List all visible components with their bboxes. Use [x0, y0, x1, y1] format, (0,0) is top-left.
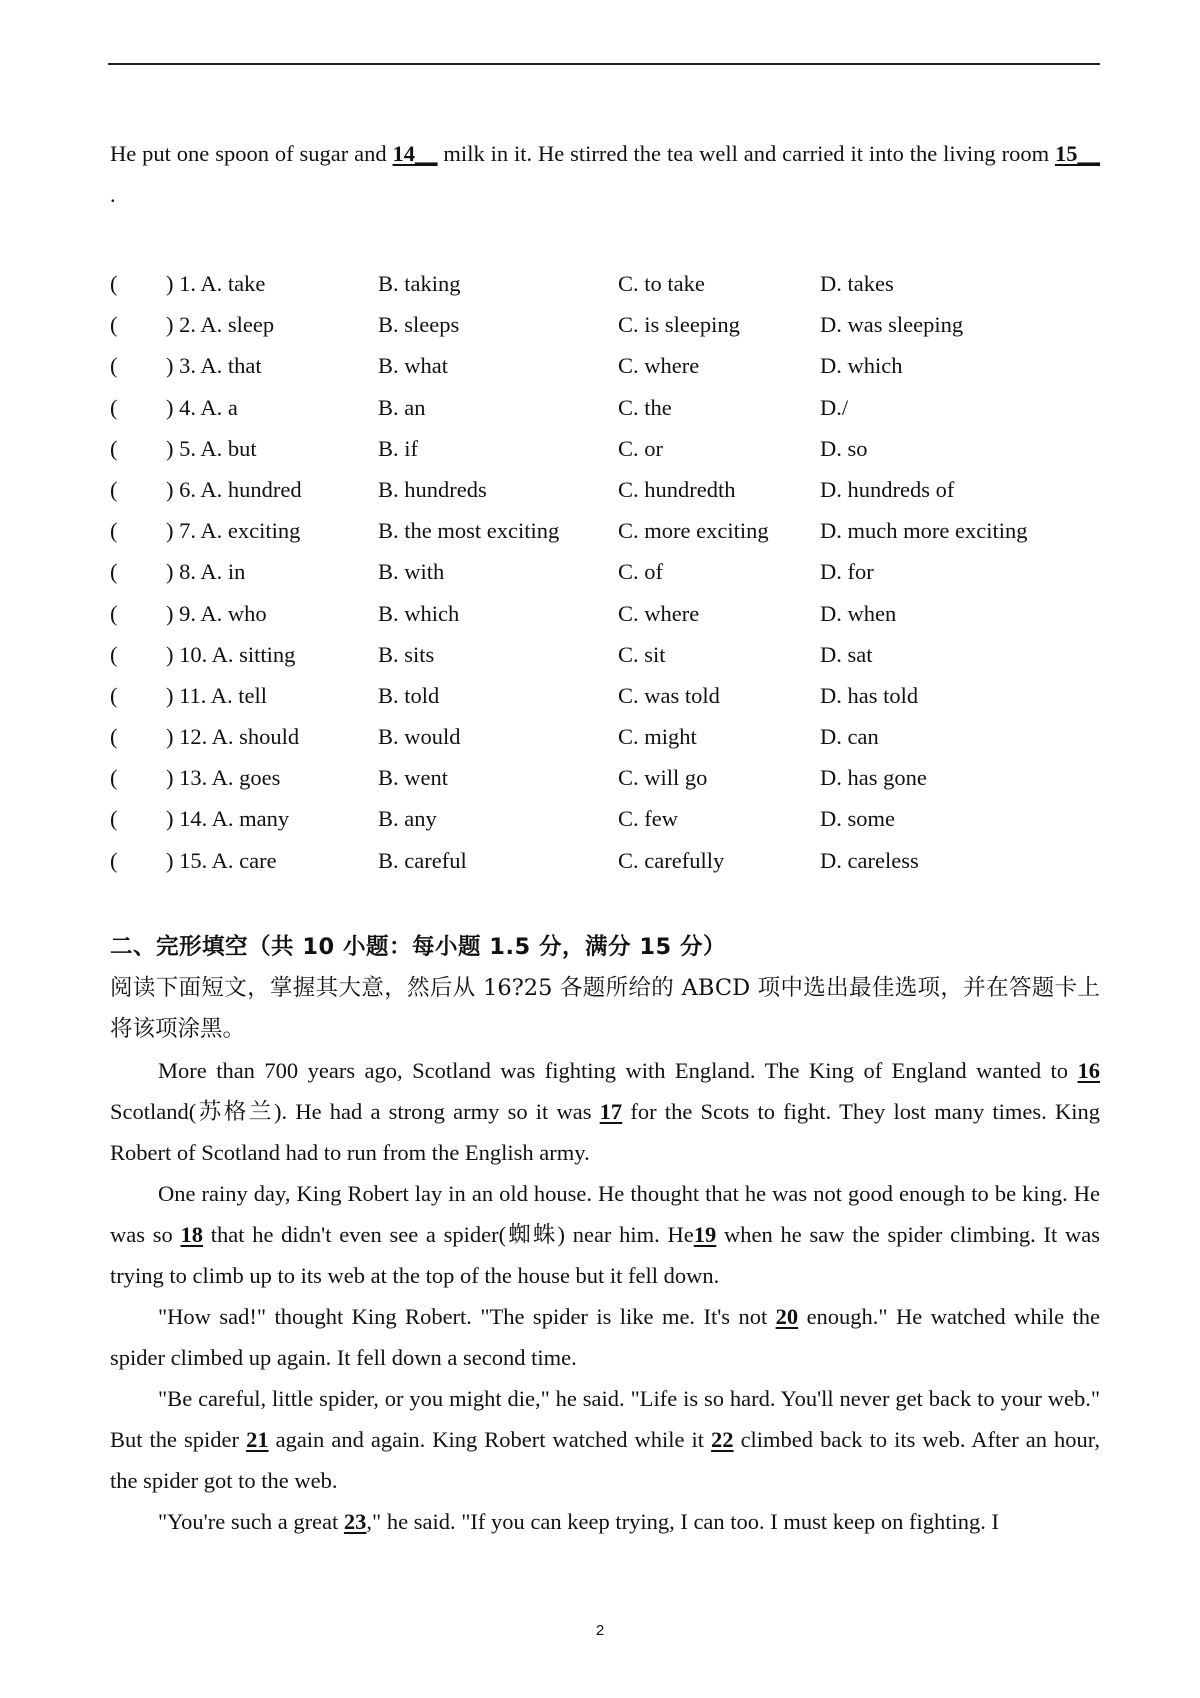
option-row: [110, 436, 1100, 477]
option-a: ) 15. A. care: [166, 847, 277, 873]
option-d: D. hundreds of: [820, 476, 955, 502]
passage-text: More than 700 years ago, Scotland was fighting with England. The King of England wanted to: [158, 1058, 1078, 1083]
section-title: 二、完形填空（共 10 小题：每小题 1.5 分，满分 15 分）: [110, 934, 726, 960]
option-b: B. careful: [378, 847, 467, 873]
option-b: B. hundreds: [378, 476, 487, 502]
passage-text: Scotland(苏格兰). He had a strong army so it was: [110, 1099, 600, 1124]
option-row: [110, 353, 1100, 394]
header-rule: [108, 63, 1100, 65]
option-c: C. sit: [618, 641, 666, 667]
option-a: ) 2. A. sleep: [166, 312, 275, 338]
option-c: C. will go: [618, 765, 708, 791]
intro-paragraph: [110, 133, 1100, 215]
option-b: B. taking: [378, 271, 461, 296]
option-c: C. or: [618, 435, 663, 461]
option-c: C. carefully: [618, 847, 725, 873]
intro-text-3: .: [110, 182, 116, 207]
option-row: [110, 477, 1100, 518]
passage-text: again and again. King Robert watched while it: [268, 1427, 712, 1452]
section-instruction: 阅读下面短文，掌握其大意，然后从 16?25 各题所给的 ABCD 项中选出最佳选项，并在答题卡上将该项涂黑。: [110, 975, 1100, 1042]
option-row: [110, 271, 1100, 312]
option-b: B. would: [378, 724, 461, 750]
option-d: D. sat: [820, 641, 873, 667]
option-c: C. of: [618, 559, 663, 585]
option-c: C. is sleeping: [618, 312, 740, 338]
option-b: B. sits: [378, 641, 435, 667]
option-d: D. so: [820, 435, 868, 461]
option-a: ) 11. A. tell: [166, 682, 268, 708]
option-row: [110, 683, 1100, 724]
option-a: ) 10. A. sitting: [166, 641, 296, 667]
answer-paren: (: [110, 600, 118, 626]
option-b: B. an: [378, 394, 426, 420]
option-b: B. what: [378, 353, 448, 379]
option-b: B. any: [378, 806, 437, 832]
blank-19: 19: [693, 1222, 717, 1247]
passage-paragraph-4: [110, 1378, 1100, 1501]
option-d: D. for: [820, 559, 874, 585]
option-b: B. told: [378, 682, 440, 708]
passage-text: "Be careful, little spider, or you might die," he said. "Life is so hard. You'll never get back to your web." But the spider: [110, 1386, 1100, 1452]
answer-paren: (: [110, 476, 118, 502]
passage-text: enough." He watched while the spider climbed up again. It fell down a second time.: [110, 1304, 1100, 1370]
passage-paragraph-3: [110, 1296, 1100, 1378]
passage-paragraph-1: [110, 1050, 1100, 1173]
answer-paren: (: [110, 394, 118, 420]
option-d: D. was sleeping: [820, 312, 964, 338]
intro-text-1: He put one spoon of sugar and: [110, 141, 393, 166]
option-b: B. which: [378, 600, 460, 626]
passage-text: One rainy day, King Robert lay in an old house. He thought that he was not good enough to be king. He was so: [110, 1181, 1100, 1247]
option-c: C. was told: [618, 682, 720, 708]
option-row: [110, 642, 1100, 683]
option-a: ) 12. A. should: [166, 724, 300, 750]
blank-17: 17: [599, 1099, 623, 1124]
blank-14: 14__: [392, 141, 438, 166]
option-b: B. the most exciting: [378, 518, 560, 544]
option-c: C. where: [618, 600, 700, 626]
option-d: D. takes: [820, 271, 894, 296]
blank-23: 23: [343, 1509, 367, 1534]
option-a: ) 3. A. that: [166, 353, 262, 379]
option-b: B. with: [378, 559, 445, 585]
option-d: D. much more exciting: [820, 518, 1028, 544]
option-row: [110, 724, 1100, 765]
option-a: ) 9. A. who: [166, 600, 267, 626]
option-d: D. has gone: [820, 765, 927, 791]
option-row: [110, 559, 1100, 600]
answer-paren: (: [110, 806, 118, 832]
option-d: D. which: [820, 353, 903, 379]
option-d: D./: [820, 394, 849, 420]
answer-paren: (: [110, 435, 118, 461]
option-a: ) 8. A. in: [166, 559, 246, 585]
answer-paren: (: [110, 559, 118, 585]
option-a: ) 13. A. goes: [166, 765, 281, 791]
page-number: 2: [595, 1622, 605, 1639]
option-c: C. the: [618, 394, 672, 420]
blank-15: 15__: [1054, 141, 1100, 166]
option-c: C. to take: [618, 271, 705, 296]
option-d: D. careless: [820, 847, 919, 873]
passage-text: that he didn't even see a spider(蜘蛛) near him. He: [202, 1222, 694, 1247]
option-a: ) 5. A. but: [166, 435, 257, 461]
answer-paren: (: [110, 312, 118, 338]
answer-paren: (: [110, 682, 118, 708]
answer-paren: (: [110, 641, 118, 667]
intro-text-2: milk in it. He stirred the tea well and carried it into the living room: [437, 141, 1055, 166]
answer-paren: (: [110, 724, 118, 750]
option-d: D. some: [820, 806, 895, 832]
option-b: B. if: [378, 435, 419, 461]
options-list: [110, 271, 1100, 889]
answer-paren: (: [110, 353, 118, 379]
blank-22: 22: [711, 1427, 734, 1452]
option-row: [110, 806, 1100, 847]
option-row: [110, 848, 1100, 889]
option-c: C. where: [618, 353, 700, 379]
passage-paragraph-2: [110, 1173, 1100, 1296]
option-a: ) 14. A. many: [166, 806, 290, 832]
option-row: [110, 312, 1100, 353]
option-a: ) 4. A. a: [166, 394, 238, 420]
passage-text: for the Scots to fight. They lost many times. King Robert of Scotland had to run from the English army.: [110, 1099, 1100, 1165]
option-row: [110, 765, 1100, 806]
option-c: C. few: [618, 806, 678, 832]
blank-16: 16: [1077, 1058, 1100, 1083]
option-c: C. more exciting: [618, 518, 769, 544]
option-row: [110, 518, 1100, 559]
passage-paragraph-5: [110, 1501, 1100, 1542]
answer-paren: (: [110, 847, 118, 873]
option-a: ) 6. A. hundred: [166, 476, 302, 502]
option-d: D. when: [820, 600, 897, 626]
blank-20: 20: [775, 1304, 799, 1329]
passage-text: "How sad!" thought King Robert. "The spider is like me. It's not: [158, 1304, 776, 1329]
passage-text: when he saw the spider climbing. It was trying to climb up to its web at the top of the house but it fell down.: [110, 1222, 1101, 1288]
blank-21: 21: [246, 1427, 269, 1452]
option-a: ) 7. A. exciting: [166, 518, 301, 544]
passage-text: "You're such a great: [158, 1509, 344, 1534]
option-row: [110, 601, 1100, 642]
answer-paren: (: [110, 765, 118, 791]
answer-paren: (: [110, 518, 118, 544]
option-c: C. hundredth: [618, 476, 736, 502]
option-b: B. sleeps: [378, 312, 460, 338]
passage-text: ," he said. "If you can keep trying, I can too. I must keep on fighting. I: [366, 1509, 1000, 1534]
option-b: B. went: [378, 765, 448, 791]
option-d: D. can: [820, 724, 879, 750]
answer-paren: (: [110, 271, 118, 296]
option-row: [110, 395, 1100, 436]
blank-18: 18: [180, 1222, 203, 1247]
option-c: C. might: [618, 724, 697, 750]
option-a: ) 1. A. take: [166, 271, 266, 296]
option-d: D. has told: [820, 682, 919, 708]
passage-text: climbed back to its web. After an hour, the spider got to the web.: [110, 1427, 1101, 1493]
